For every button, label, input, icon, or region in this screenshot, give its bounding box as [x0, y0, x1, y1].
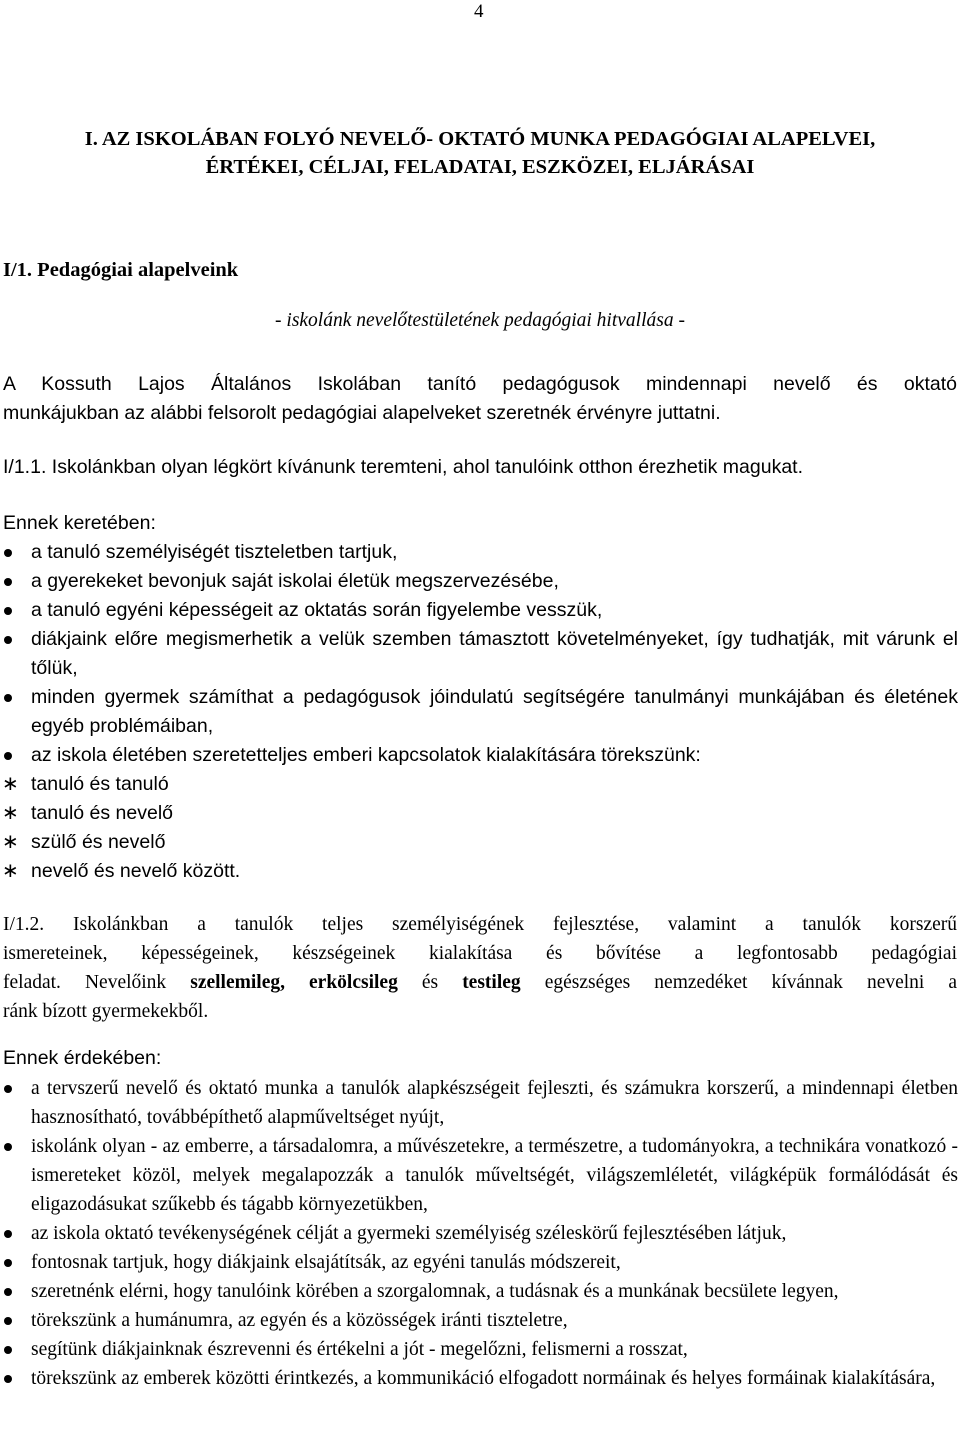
bold-word: testileg: [462, 972, 521, 993]
bullet-icon: [4, 607, 12, 615]
list-item: diákjaink előre megismerhetik a velük szemben támasztott követelményeket, így tudhatják, mit várunk el tőlük,: [0, 625, 958, 683]
principle-2-line-3: feladat. Nevelőink szellemileg, erkölcsileg és testileg egészséges nemzedéket kívánnak nevelni a: [3, 972, 958, 993]
list-item: a tervszerű nevelő és oktató munka a tanulók alapkészségeit fejleszti, és számukra korszerű, a mindennapi életben hasznosítható, továbbépíthető alapműveltséget nyújt,: [0, 1074, 958, 1132]
principle-2-line-2: ismereteinek, képességeinek, készségeinek kialakítása és bővítése a legfontosabb pedagógiai: [3, 943, 957, 964]
list-item: fontosnak tartjuk, hogy diákjaink elsajátítsák, az egyéni tanulás módszereit,: [0, 1248, 958, 1277]
list-item: minden gyermek számíthat a pedagógusok jóindulatú segítségére tanulmányi munkájában és életének egyéb problémáiban,: [0, 683, 958, 741]
sub-list-item: ∗ tanuló és tanuló: [0, 770, 958, 799]
intro-line-2: munkájukban az alábbi felsorolt pedagógiai alapelveket szeretnék érvényre juttatni.: [3, 402, 721, 424]
principle-2-line-4: ránk bízott gyermekekből.: [3, 1001, 209, 1022]
asterisk-icon: ∗: [2, 831, 19, 853]
list-item: törekszünk a humánumra, az egyén és a közösségek iránti tiszteletre,: [0, 1306, 958, 1335]
principle-2-paragraph: [3, 910, 957, 1026]
bullet-icon: [4, 1346, 12, 1354]
principle-1-text: Iskolánkban olyan légkört kívánunk teremteni, ahol tanulóink otthon érezhetik magukat.: [51, 456, 803, 478]
bold-word: erkölcsileg: [309, 972, 398, 993]
bullet-icon: [4, 1085, 12, 1093]
principle-1-lead: [3, 509, 957, 538]
asterisk-icon: ∗: [2, 773, 19, 795]
sub-list-item: ∗ szülő és nevelő: [0, 828, 958, 857]
sub-list-item: ∗ tanuló és nevelő: [0, 799, 958, 828]
page-number: 4: [474, 1, 484, 22]
intro-line-1: A Kossuth Lajos Általános Iskolában tanító pedagógusok mindennapi nevelő és oktató: [3, 373, 957, 395]
bullet-icon: [4, 1230, 12, 1238]
bold-word: szellemileg,: [190, 972, 285, 993]
bullet-icon: [4, 1375, 12, 1383]
bullet-icon: [4, 578, 12, 586]
principle-2-lead-text: Ennek érdekében:: [3, 1047, 162, 1069]
bullet-icon: [4, 1317, 12, 1325]
list-item: segítünk diákjainknak észrevenni és értékelni a jót - megelőzni, felismerni a rosszat,: [0, 1335, 958, 1364]
list-item: a gyerekeket bevonjuk saját iskolai életük megszervezésébe,: [0, 567, 958, 596]
list-item: törekszünk az emberek közötti érintkezés, a kommunikáció elfogadott normáinak és helyes formáinak kialakítására,: [0, 1364, 958, 1393]
principle-1-number: I/1.1.: [3, 456, 47, 478]
principle-2-list: [0, 1074, 960, 1393]
bullet-icon: [4, 694, 12, 702]
section-heading: I/1. Pedagógiai alapelveink: [3, 259, 239, 281]
bullet-icon: [4, 549, 12, 557]
principle-1-lead-text: Ennek keretében:: [3, 512, 156, 534]
sub-list-item: ∗ nevelő és nevelő között.: [0, 857, 958, 886]
bullet-icon: [4, 1259, 12, 1267]
principle-2-line-1: I/1.2. Iskolánkban a tanulók teljes személyiségének fejlesztése, valamint a tanulók korszerű: [3, 914, 957, 935]
principle-2-lead: [3, 1044, 957, 1073]
list-item: az iskola oktató tevékenységének célját a gyermeki személyiség széleskörű fejlesztésében látjuk,: [0, 1219, 958, 1248]
bullet-icon: [4, 1288, 12, 1296]
chapter-title-line-1: I. AZ ISKOLÁBAN FOLYÓ NEVELŐ- OKTATÓ MUNKA PEDAGÓGIAI ALAPELVEI,: [84, 128, 876, 150]
bullet-icon: [4, 636, 12, 644]
motto: - iskolánk nevelőtestületének pedagógiai hitvallása -: [275, 310, 685, 331]
principle-1-list: [0, 538, 960, 886]
list-item: szeretnénk elérni, hogy tanulóink körében a szorgalomnak, a tudásnak és a munkának becsülete legyen,: [0, 1277, 958, 1306]
intro-paragraph: [3, 370, 957, 428]
bullet-icon: [4, 752, 12, 760]
asterisk-icon: ∗: [2, 860, 19, 882]
principle-1-heading: [3, 453, 957, 482]
list-item: az iskola életében szeretetteljes emberi kapcsolatok kialakítására törekszünk:: [0, 741, 958, 770]
bullet-icon: [4, 1143, 12, 1151]
list-item: a tanuló személyiségét tiszteletben tartjuk,: [0, 538, 958, 567]
chapter-title-line-2: ÉRTÉKEI, CÉLJAI, FELADATAI, ESZKÖZEI, ELJÁRÁSAI: [205, 156, 755, 178]
asterisk-icon: ∗: [2, 802, 19, 824]
list-item: a tanuló egyéni képességeit az oktatás során figyelembe vesszük,: [0, 596, 958, 625]
list-item: iskolánk olyan - az emberre, a társadalomra, a művészetekre, a természetre, a tudományokra, a technikára vonatkozó - ismereteket közöl, melyek megalapozzák a tanulók műveltségét, világszemléletét, világképük formálódását és eligazodásukat szűkebb és tágabb környezetükben,: [0, 1132, 958, 1219]
